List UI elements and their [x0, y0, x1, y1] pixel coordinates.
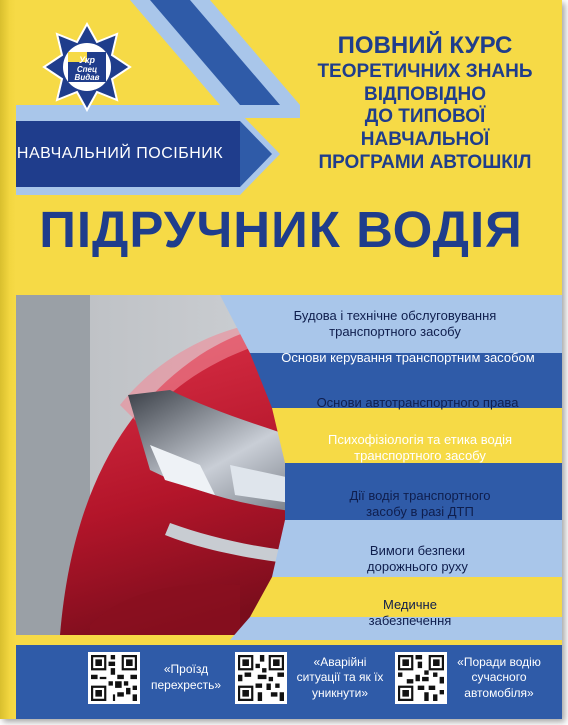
topic-label-5: Дії водія транспортного засобу в разі ДТП [349, 487, 491, 519]
topic-item-4 [285, 422, 555, 474]
qr-code-icon [88, 652, 140, 704]
topic-item-2 [258, 333, 558, 383]
qr-link-2[interactable] [235, 652, 385, 704]
svg-text:Укр: Укр [79, 55, 95, 65]
topic-item-3 [280, 383, 555, 423]
qr-link-3[interactable] [395, 652, 543, 704]
topic-label-7: Медичне забезпечення [368, 596, 452, 628]
book-spine-edge [0, 0, 16, 719]
svg-text:Видав: Видав [74, 73, 100, 82]
topic-label-3: Основи автотранспортного права [316, 394, 519, 410]
course-line-6: ПРОГРАМИ АВТОШКІЛ [318, 151, 532, 173]
qr-link-2-label: «Аварійні ситуації та як їх уникнути» [296, 654, 384, 700]
topic-item-6 [280, 535, 555, 583]
course-line-3: ВІДПОВІДНО [363, 83, 486, 105]
qr-link-3-label: «Поради водію сучасного автомобіля» [457, 654, 541, 700]
qr-code-icon [235, 652, 287, 704]
topic-label-2: Основи керування транспортним засобом [281, 349, 535, 365]
manual-label: НАВЧАЛЬНИЙ ПОСІБНИК [0, 121, 240, 187]
publisher-logo [42, 22, 132, 112]
topic-item-7 [265, 588, 555, 638]
book-title: ПІДРУЧНИК ВОДІЯ [39, 201, 523, 258]
topic-label-6: Вимоги безпеки дорожнього руху [367, 542, 468, 574]
qr-code-icon [395, 652, 447, 704]
svg-text:Спец: Спец [76, 65, 98, 74]
topic-label-1: Будова і технічне обслуговування транспортного засобу [293, 307, 497, 339]
course-line-2: ТЕОРЕТИЧНИХ ЗНАНЬ [317, 60, 533, 82]
qr-link-1-label: «Проїзд перехресть» [150, 662, 222, 692]
topic-item-5 [285, 478, 555, 530]
course-headline [310, 32, 540, 175]
course-line-4: ДО ТИПОВОЇ [364, 106, 486, 128]
course-line-5: НАВЧАЛЬНОЇ [360, 129, 490, 151]
course-line-1: ПОВНИЙ КУРС [337, 32, 513, 59]
qr-link-1[interactable] [88, 652, 224, 704]
topic-label-4: Психофізіологія та етика водія транспортного засобу [327, 431, 512, 463]
